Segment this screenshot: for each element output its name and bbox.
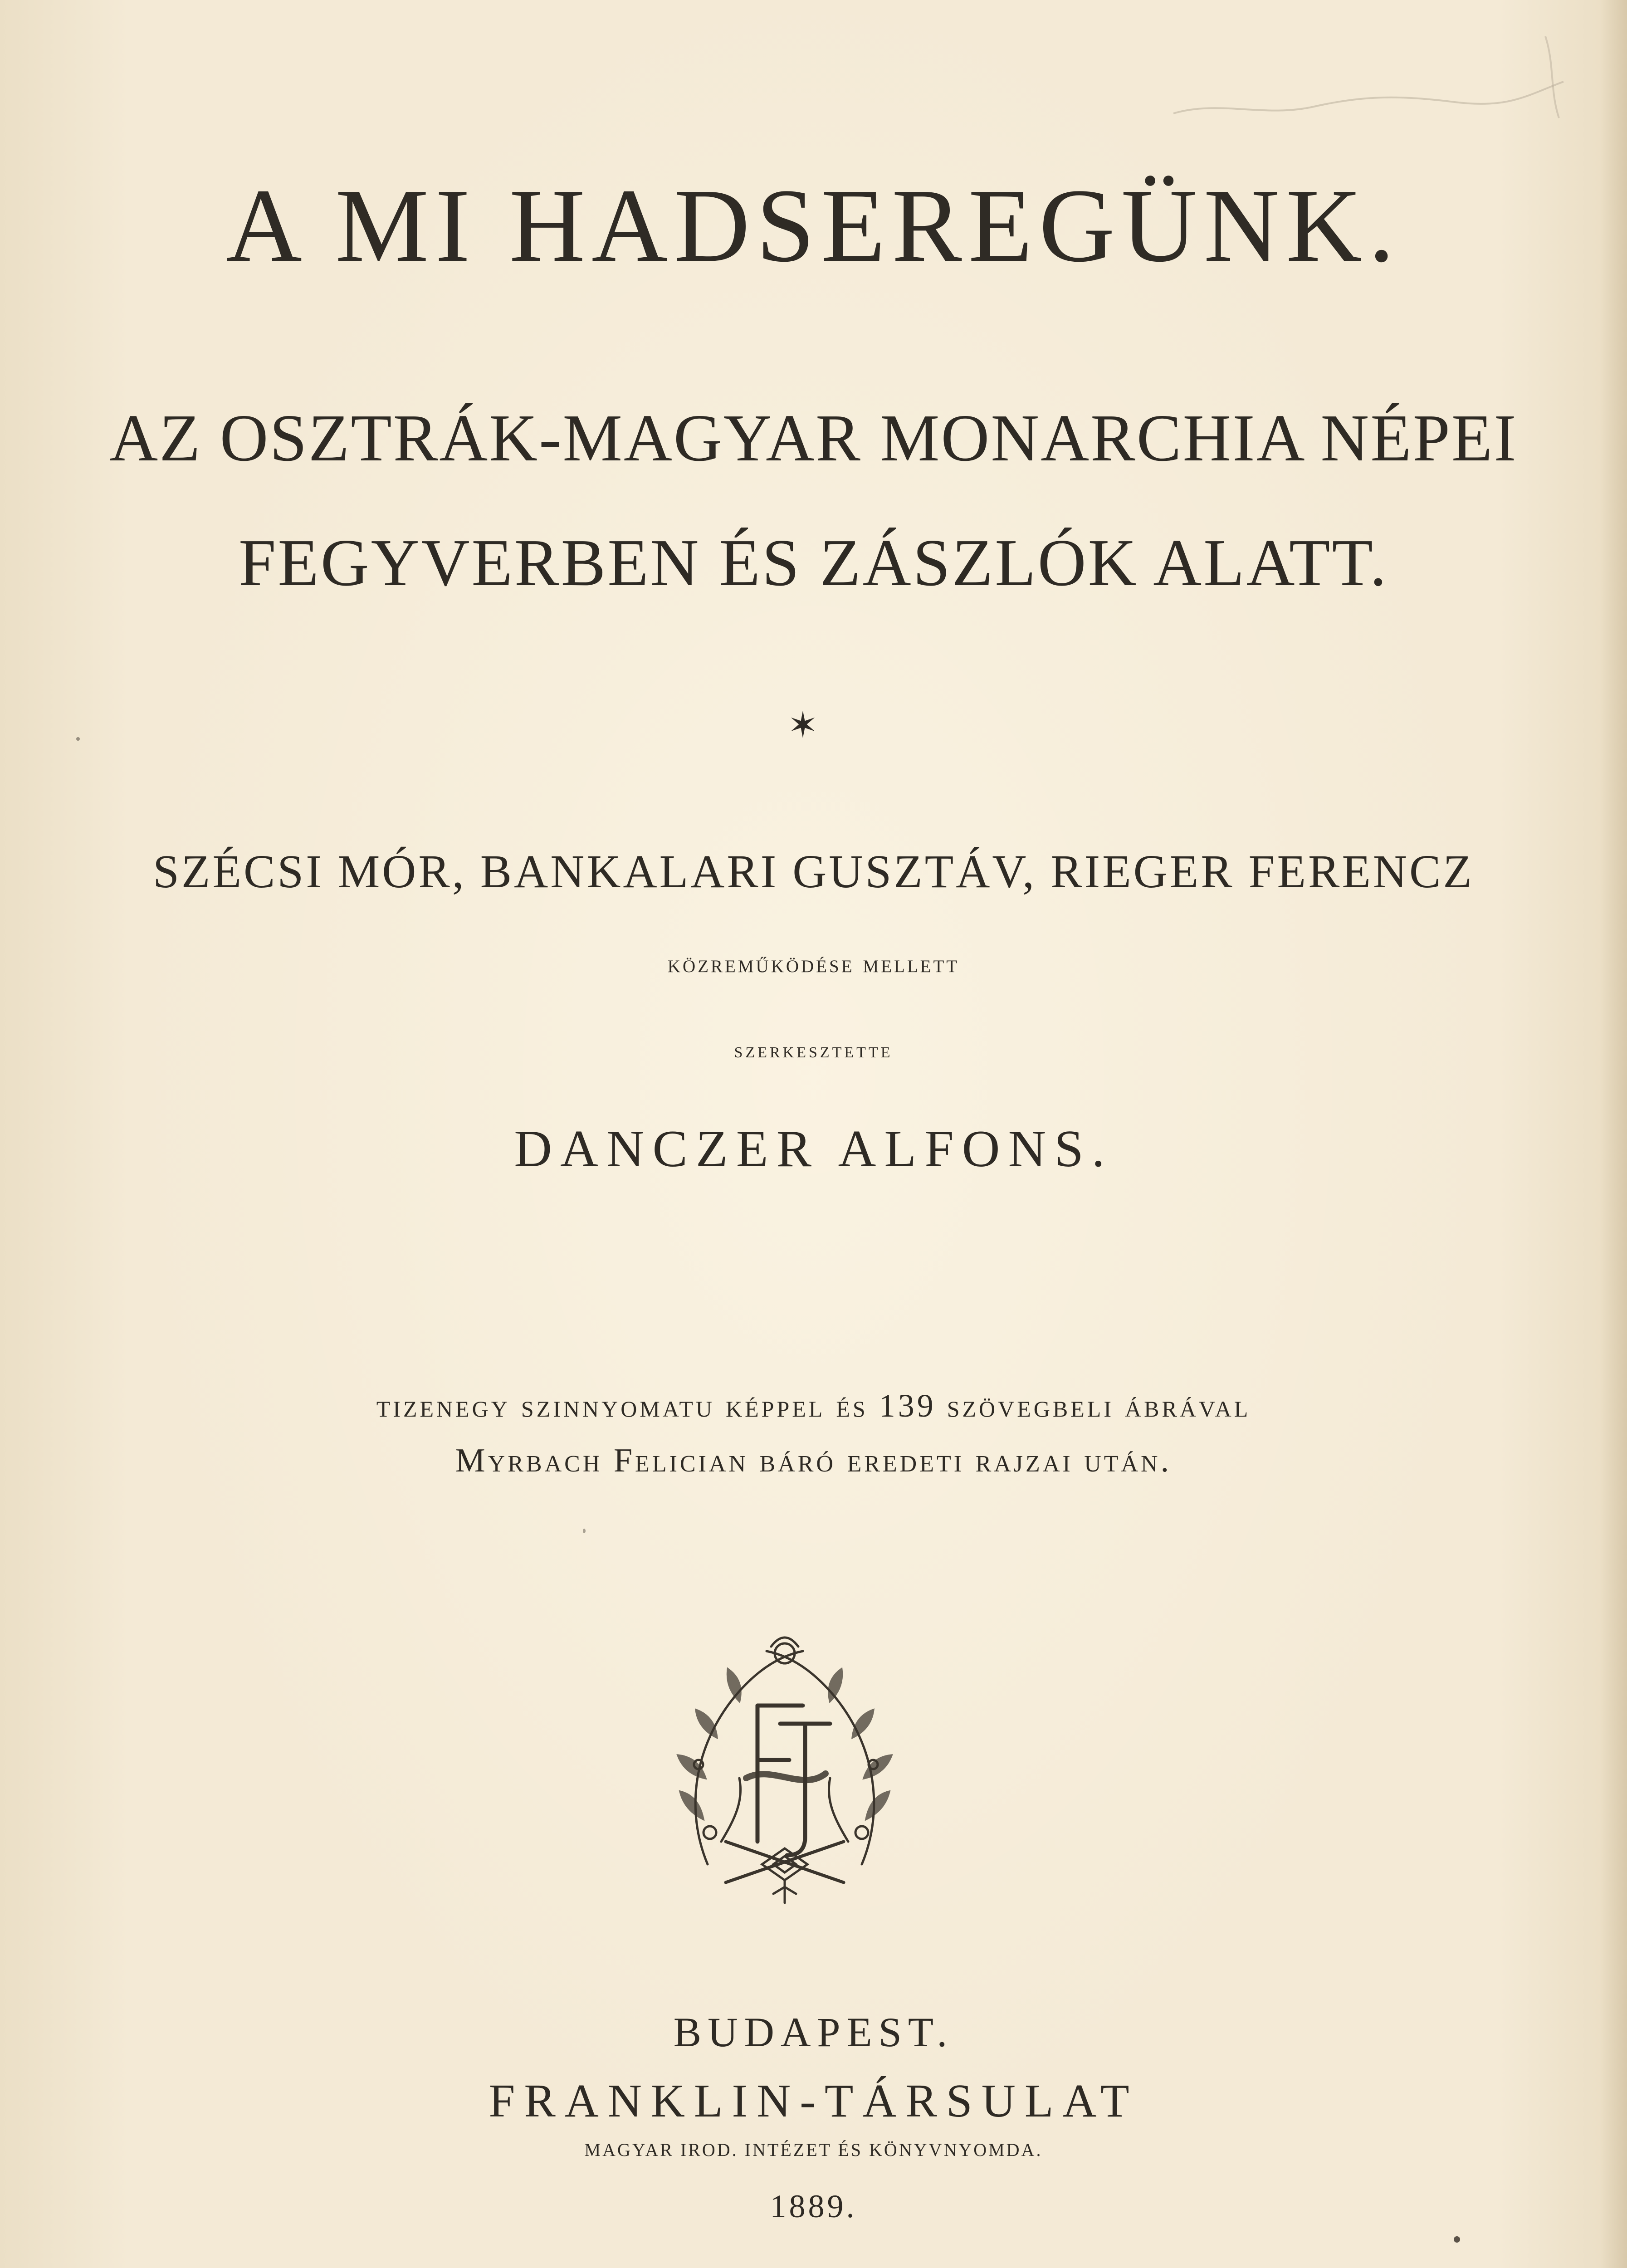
paper-speck [1454,2236,1460,2243]
editor-name: DANCZER ALFONS. [514,1120,1113,1178]
book-title: A MI HADSEREGÜNK. [226,167,1401,284]
publication-city: BUDAPEST. [673,2009,954,2055]
cooperation-note: közreműködése mellett [667,950,960,978]
illustrations-note-line-1: tizenegy szinnyomatu képpel és 139 szövegbeli ábrával [376,1388,1251,1424]
publisher-name: FRANKLIN-TÁRSULAT [489,2075,1138,2127]
illustrations-note-line-2: Myrbach Felician báró eredeti rajzai után. [455,1442,1172,1479]
paper-speck [583,1529,586,1533]
paper-speck [76,737,80,741]
edited-by-label: szerkesztette [734,1038,893,1062]
star-ornament-icon: ✶ [787,706,818,746]
publication-year: 1889. [770,2188,857,2224]
pencil-annotation [1164,27,1573,136]
subtitle-line-2: FEGYVERBEN ÉS ZÁSZLÓK ALATT. [239,526,1388,600]
contributors: SZÉCSI MÓR, BANKALARI GUSZTÁV, RIEGER FERENCZ [153,846,1474,898]
subtitle-line-1: AZ OSZTRÁK-MAGYAR MONARCHIA NÉPEI [109,401,1518,475]
printer-mark-emblem-icon [667,1628,903,1910]
printer-name: MAGYAR IROD. INTÉZET ÉS KÖNYVNYOMDA. [584,2140,1043,2160]
